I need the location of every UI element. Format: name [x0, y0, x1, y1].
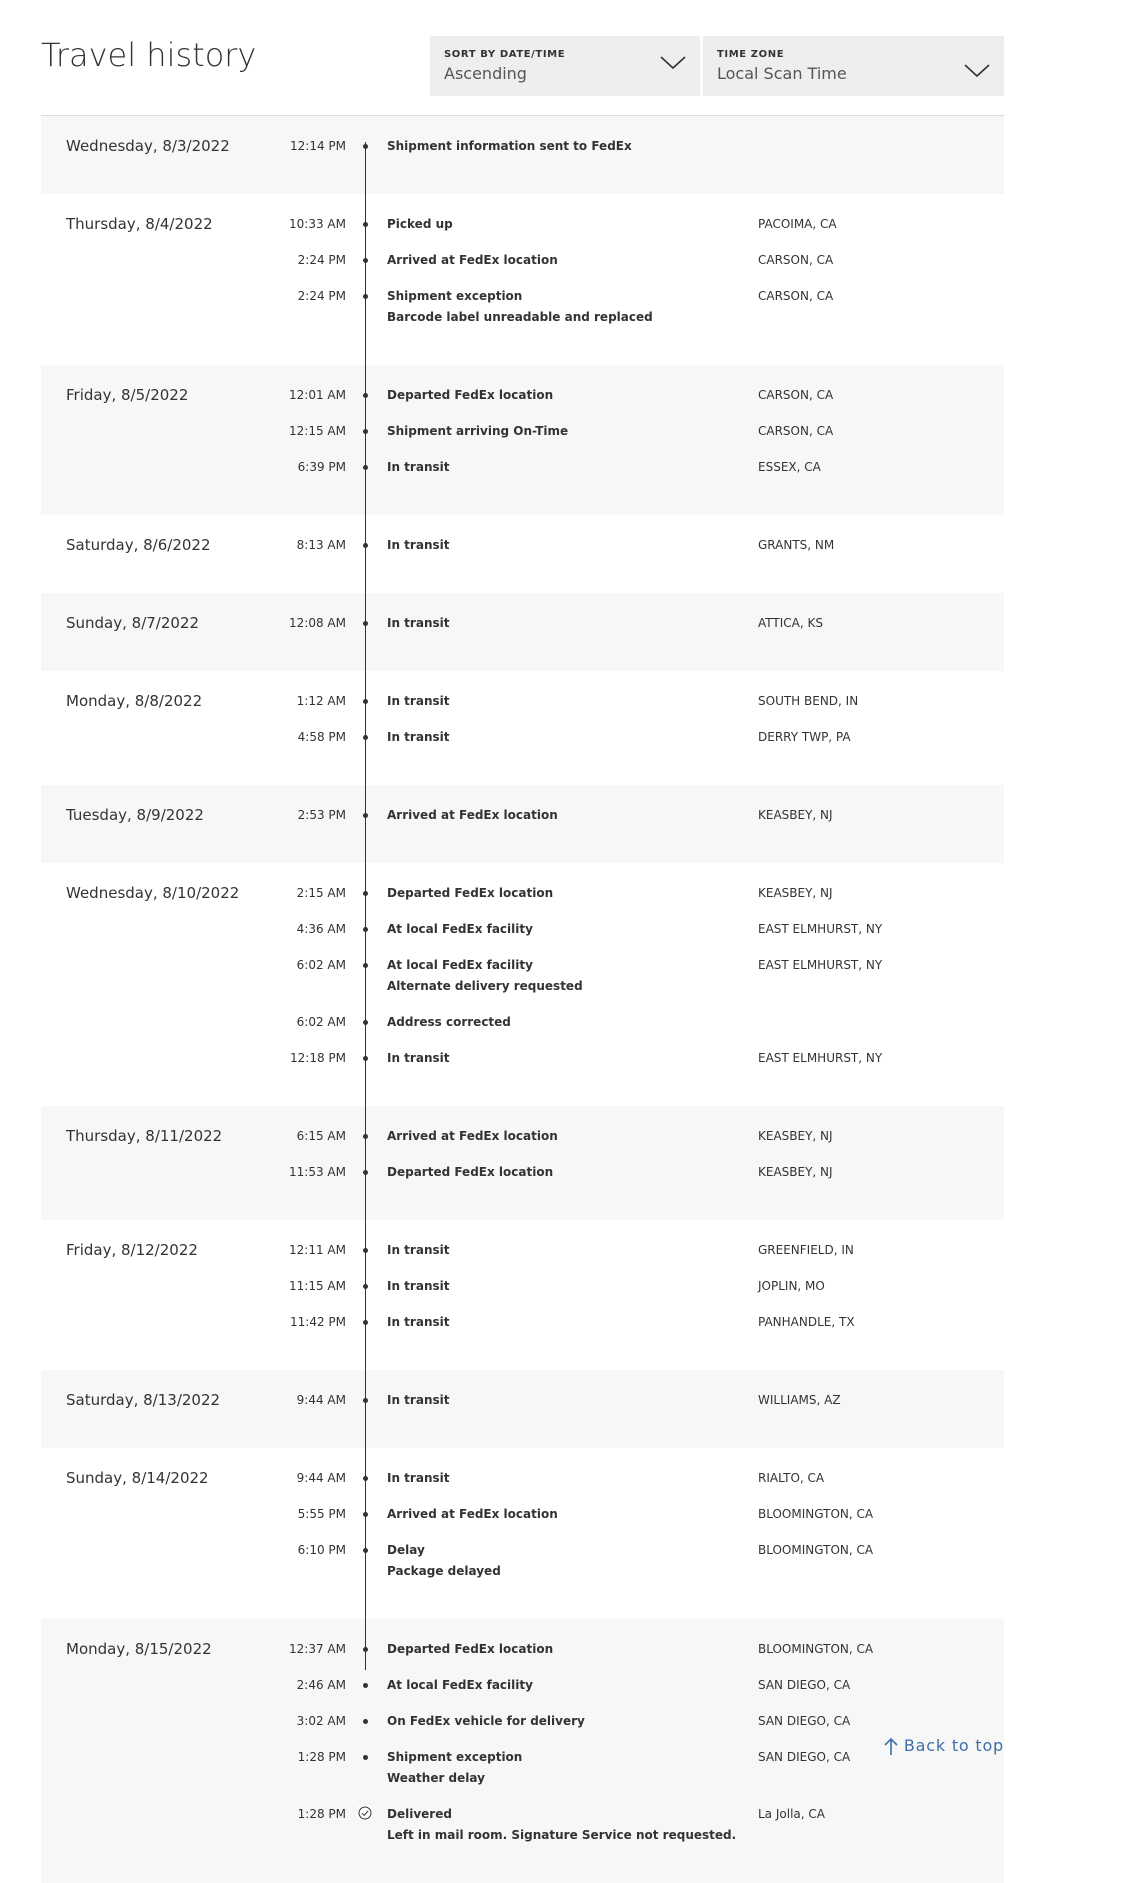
event-row [41, 1012, 1004, 1048]
event-detail: Barcode label unreadable and replaced [387, 310, 653, 324]
event-time: 9:44 AM [296, 1471, 346, 1485]
chevron-down-icon [660, 56, 686, 70]
event-row [41, 1675, 1004, 1711]
event-status: Shipment information sent to FedEx [387, 139, 632, 153]
event-location: PANHANDLE, TX [758, 1315, 855, 1329]
event-location: DERRY TWP, PA [758, 730, 851, 744]
timeline-dot [363, 1683, 368, 1688]
event-time: 6:39 PM [297, 460, 346, 474]
event-time: 12:18 PM [290, 1051, 346, 1065]
event-row [41, 214, 1004, 250]
event-status: At local FedEx facility [387, 958, 533, 972]
event-time: 2:24 PM [297, 253, 346, 267]
event-row [41, 1276, 1004, 1312]
event-location: EAST ELMHURST, NY [758, 958, 883, 972]
event-location: EAST ELMHURST, NY [758, 1051, 883, 1065]
event-status: Arrived at FedEx location [387, 1507, 558, 1521]
back-to-top-label: Back to top [903, 1736, 1004, 1755]
event-time: 2:46 AM [296, 1678, 346, 1692]
day-label: Friday, 8/12/2022 [66, 1241, 198, 1259]
event-time: 12:14 PM [290, 139, 346, 153]
event-time: 1:28 PM [297, 1750, 346, 1764]
event-status: In transit [387, 460, 450, 474]
event-status: In transit [387, 694, 450, 708]
event-row [41, 1048, 1004, 1084]
event-location: PACOIMA, CA [758, 217, 837, 231]
timezone-dropdown[interactable] [703, 36, 1004, 96]
event-time: 9:44 AM [296, 1393, 346, 1407]
event-location: BLOOMINGTON, CA [758, 1507, 874, 1521]
event-status: Departed FedEx location [387, 886, 554, 900]
event-location: CARSON, CA [758, 253, 834, 267]
event-status: In transit [387, 730, 450, 744]
event-time: 2:15 AM [296, 886, 346, 900]
event-time: 6:02 AM [296, 958, 346, 972]
event-row [41, 1747, 1004, 1804]
event-row [41, 1504, 1004, 1540]
day-label: Thursday, 8/11/2022 [66, 1127, 223, 1145]
event-time: 5:55 PM [297, 1507, 346, 1521]
event-time: 1:12 AM [296, 694, 346, 708]
event-status: Arrived at FedEx location [387, 253, 558, 267]
event-time: 6:02 AM [296, 1015, 346, 1029]
day-group [41, 1220, 1004, 1370]
event-time: 3:02 AM [296, 1714, 346, 1728]
event-location: BLOOMINGTON, CA [758, 1543, 874, 1557]
event-time: 4:36 AM [296, 922, 346, 936]
event-location: JOPLIN, MO [758, 1279, 825, 1293]
event-time: 6:10 PM [297, 1543, 346, 1557]
event-row [41, 1804, 1004, 1861]
event-row [41, 457, 1004, 493]
event-status: Arrived at FedEx location [387, 1129, 558, 1143]
timeline-dot [363, 1755, 368, 1760]
event-row [41, 1468, 1004, 1504]
timeline-dot [363, 1719, 368, 1724]
event-row [41, 1312, 1004, 1348]
event-status: Delay [387, 1543, 425, 1557]
event-detail: Left in mail room. Signature Service not requested. [387, 1828, 737, 1842]
day-group [41, 863, 1004, 1106]
day-group [41, 1106, 1004, 1220]
event-location: GREENFIELD, IN [758, 1243, 854, 1257]
event-time: 12:15 AM [289, 424, 346, 438]
day-label: Wednesday, 8/3/2022 [66, 137, 230, 155]
event-location: KEASBEY, NJ [758, 1165, 833, 1179]
day-label: Sunday, 8/7/2022 [66, 614, 200, 632]
event-time: 12:08 AM [289, 616, 346, 630]
event-time: 12:11 AM [289, 1243, 346, 1257]
event-location: KEASBEY, NJ [758, 808, 833, 822]
event-row [41, 286, 1004, 343]
event-row [41, 385, 1004, 421]
day-group [41, 194, 1004, 365]
event-row [41, 1711, 1004, 1747]
event-status: At local FedEx facility [387, 922, 533, 936]
event-location: BLOOMINGTON, CA [758, 1642, 874, 1656]
event-status: Address corrected [387, 1015, 511, 1029]
event-status: In transit [387, 1393, 450, 1407]
event-row [41, 136, 1004, 172]
event-time: 2:24 PM [297, 289, 346, 303]
day-label: Thursday, 8/4/2022 [66, 215, 213, 233]
event-row [41, 955, 1004, 1012]
event-status: Picked up [387, 217, 453, 231]
event-status: Shipment exception [387, 289, 523, 303]
event-location: KEASBEY, NJ [758, 1129, 833, 1143]
event-row [41, 919, 1004, 955]
event-location: ATTICA, KS [758, 616, 823, 630]
event-detail: Alternate delivery requested [387, 979, 583, 993]
day-label: Wednesday, 8/10/2022 [66, 884, 240, 902]
event-detail: Package delayed [387, 1564, 501, 1578]
event-status: On FedEx vehicle for delivery [387, 1714, 585, 1728]
day-group [41, 365, 1004, 515]
event-time: 6:15 AM [296, 1129, 346, 1143]
day-group [41, 1448, 1004, 1619]
event-row [41, 727, 1004, 763]
event-location: ESSEX, CA [758, 460, 821, 474]
event-location: SAN DIEGO, CA [758, 1714, 851, 1728]
event-row [41, 691, 1004, 727]
event-location: KEASBEY, NJ [758, 886, 833, 900]
event-row [41, 1639, 1004, 1675]
day-label: Saturday, 8/6/2022 [66, 536, 211, 554]
sort-dropdown-value: Ascending [444, 64, 527, 83]
sort-dropdown[interactable] [430, 36, 700, 96]
event-row [41, 883, 1004, 919]
event-location: SAN DIEGO, CA [758, 1750, 851, 1764]
event-time: 11:53 AM [289, 1165, 346, 1179]
event-time: 11:15 AM [289, 1279, 346, 1293]
event-time: 12:37 AM [289, 1642, 346, 1656]
event-status: Shipment exception [387, 1750, 523, 1764]
day-label: Monday, 8/8/2022 [66, 692, 203, 710]
check-circle-icon [358, 1806, 372, 1820]
event-time: 2:53 PM [297, 808, 346, 822]
event-status: Delivered [387, 1807, 452, 1821]
event-row [41, 1162, 1004, 1198]
event-time: 8:13 AM [296, 538, 346, 552]
event-time: 10:33 AM [289, 217, 346, 231]
event-time: 4:58 PM [297, 730, 346, 744]
event-status: In transit [387, 1279, 450, 1293]
event-location: SOUTH BEND, IN [758, 694, 859, 708]
event-row [41, 1540, 1004, 1597]
event-time: 11:42 PM [290, 1315, 346, 1329]
event-location: EAST ELMHURST, NY [758, 922, 883, 936]
event-time: 1:28 PM [297, 1807, 346, 1821]
day-label: Friday, 8/5/2022 [66, 386, 189, 404]
page-title: Travel history [41, 36, 257, 74]
event-location: WILLIAMS, AZ [758, 1393, 841, 1407]
event-time: 12:01 AM [289, 388, 346, 402]
event-row [41, 535, 1004, 571]
event-row [41, 805, 1004, 841]
back-to-top-link[interactable] [884, 1736, 1004, 1755]
event-status: Departed FedEx location [387, 1165, 554, 1179]
event-row [41, 1240, 1004, 1276]
day-group [41, 593, 1004, 671]
event-row [41, 250, 1004, 286]
event-location: RIALTO, CA [758, 1471, 825, 1485]
event-row [41, 1390, 1004, 1426]
day-group [41, 671, 1004, 785]
event-row [41, 1126, 1004, 1162]
day-label: Saturday, 8/13/2022 [66, 1391, 221, 1409]
day-label: Monday, 8/15/2022 [66, 1640, 212, 1658]
event-location: La Jolla, CA [758, 1807, 825, 1821]
sort-dropdown-label: SORT BY DATE/TIME [444, 49, 566, 60]
event-location: CARSON, CA [758, 289, 834, 303]
event-location: CARSON, CA [758, 388, 834, 402]
event-status: In transit [387, 1315, 450, 1329]
day-group [41, 1370, 1004, 1448]
timeline-line [365, 142, 366, 1670]
event-location: SAN DIEGO, CA [758, 1678, 851, 1692]
timezone-dropdown-value: Local Scan Time [717, 64, 847, 83]
event-status: In transit [387, 538, 450, 552]
event-status: Shipment arriving On-Time [387, 424, 569, 438]
event-status: Arrived at FedEx location [387, 808, 558, 822]
travel-history-list [41, 115, 1004, 1883]
day-group [41, 116, 1004, 194]
event-status: In transit [387, 1051, 450, 1065]
event-status: In transit [387, 616, 450, 630]
event-status: In transit [387, 1243, 450, 1257]
timezone-dropdown-label: TIME ZONE [717, 49, 785, 60]
event-status: Departed FedEx location [387, 388, 554, 402]
day-group [41, 1619, 1004, 1883]
arrow-up-icon [884, 1737, 898, 1755]
day-group [41, 515, 1004, 593]
day-label: Sunday, 8/14/2022 [66, 1469, 209, 1487]
event-location: GRANTS, NM [758, 538, 835, 552]
chevron-down-icon [964, 64, 990, 78]
event-row [41, 421, 1004, 457]
day-group [41, 785, 1004, 863]
event-row [41, 613, 1004, 649]
event-status: Departed FedEx location [387, 1642, 554, 1656]
day-label: Tuesday, 8/9/2022 [66, 806, 204, 824]
event-detail: Weather delay [387, 1771, 485, 1785]
event-status: At local FedEx facility [387, 1678, 533, 1692]
event-status: In transit [387, 1471, 450, 1485]
event-location: CARSON, CA [758, 424, 834, 438]
